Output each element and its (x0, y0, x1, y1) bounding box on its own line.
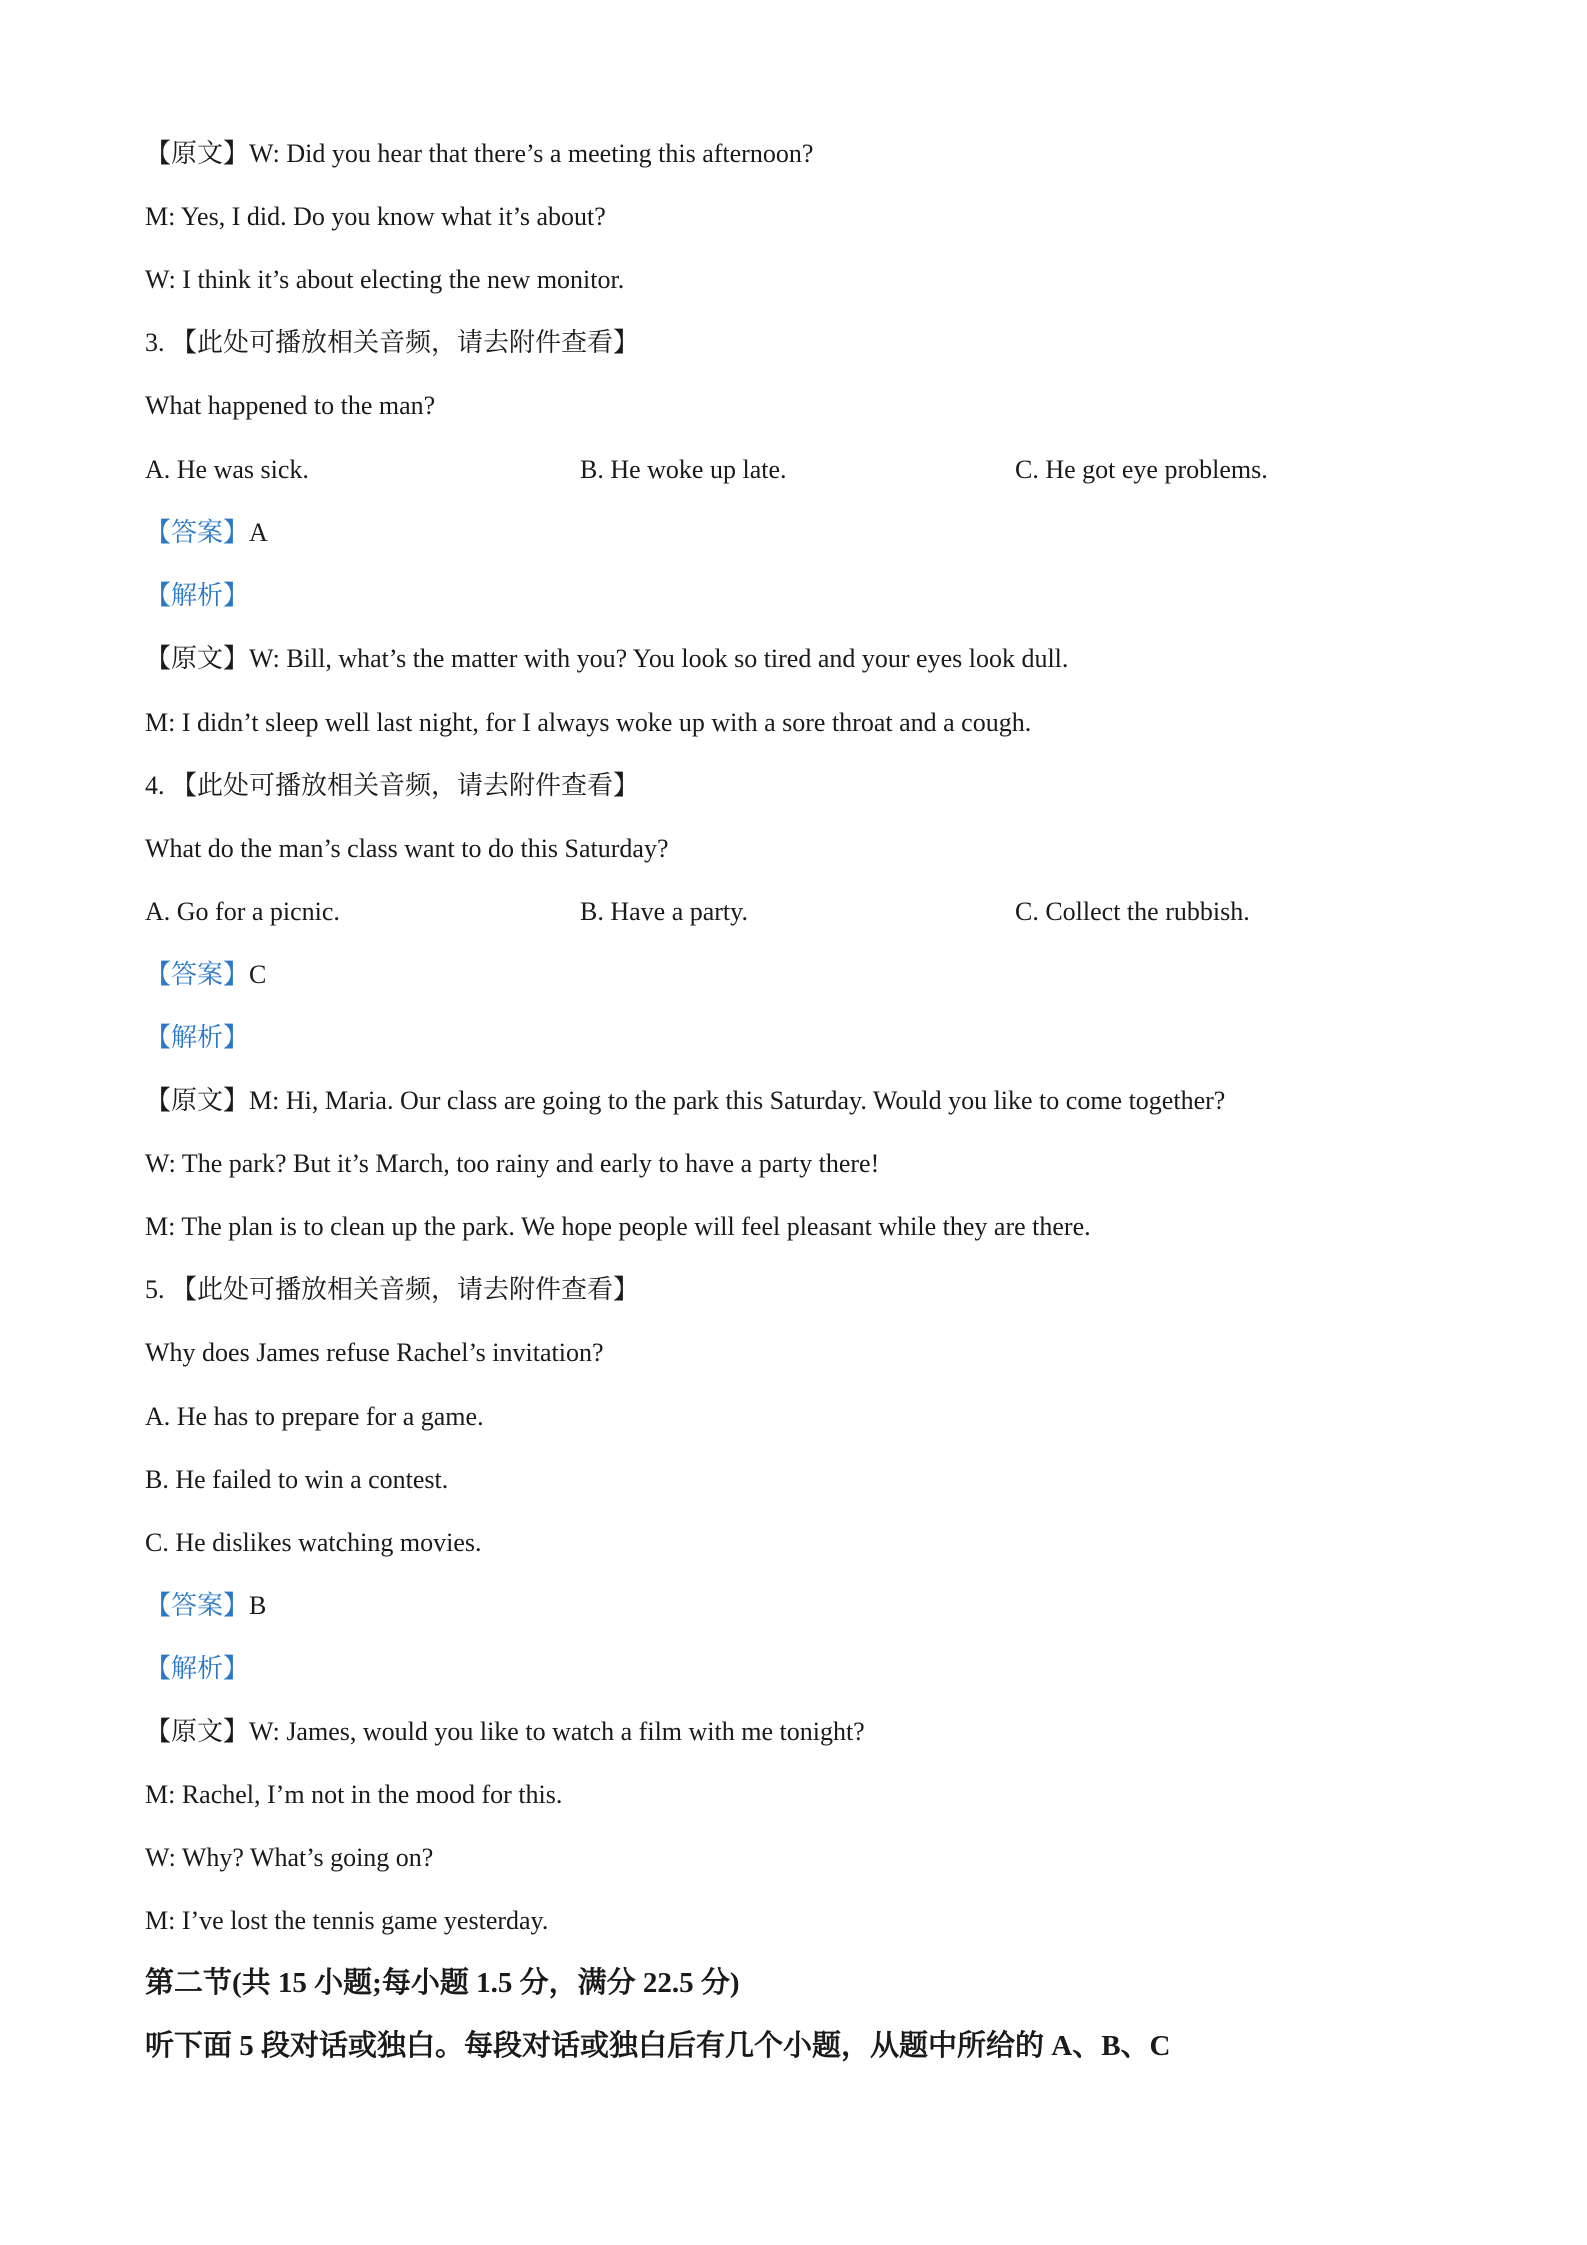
answer-line (145, 1589, 266, 1623)
audio-note: 【此处可播放相关音频，请去附件查看】 (171, 771, 640, 800)
answer-value: C (249, 960, 267, 989)
section-instruction: 听下面 5 段对话或独白。每段对话或独白后有几个小题，从题中所给的 A、B、C (145, 2030, 1171, 2062)
answer-line (145, 516, 268, 550)
option-c: C. Collect the rubbish. (1015, 897, 1250, 926)
transcript-line: M: Yes, I did. Do you know what it’s about? (145, 202, 606, 231)
original-text-tag: 【原文】 (145, 1717, 250, 1746)
option-a: A. He has to prepare for a game. (145, 1402, 484, 1431)
question-number: 5. (145, 1275, 165, 1304)
question-5-header (145, 1273, 639, 1307)
option-a: A. Go for a picnic. (145, 897, 340, 926)
option-c: C. He got eye problems. (1015, 455, 1268, 484)
section-heading: 第二节(共 15 小题;每小题 1.5 分，满分 22.5 分) (145, 1967, 740, 1999)
transcript-line: W: The park? But it’s March, too rainy and early to have a party there! (145, 1149, 880, 1178)
original-text-tag: 【原文】 (145, 644, 250, 673)
question-3-text: What happened to the man? (145, 391, 436, 420)
original-text-tag: 【原文】 (145, 1086, 250, 1115)
answer-tag: 【答案】 (145, 960, 250, 989)
option-c: C. He dislikes watching movies. (145, 1528, 482, 1557)
question-4-header (145, 769, 639, 803)
answer-value: A (249, 518, 268, 547)
question-number: 4. (145, 771, 165, 800)
answer-tag: 【答案】 (145, 518, 250, 547)
transcript-line: M: I’ve lost the tennis game yesterday. (145, 1906, 549, 1935)
transcript-line: M: The plan is to clean up the park. We hope people will feel pleasant while they are there. (145, 1212, 1091, 1241)
transcript-line: M: I didn’t sleep well last night, for I always woke up with a sore throat and a cough. (145, 708, 1032, 737)
analysis-tag: 【解析】 (145, 1023, 250, 1052)
original-text-tag: 【原文】 (145, 139, 250, 168)
transcript-line: 【原文】W: Did you hear that there’s a meeting this afternoon? (145, 139, 814, 168)
option-b: B. He woke up late. (580, 455, 787, 484)
transcript-line: 【原文】W: James, would you like to watch a film with me tonight? (145, 1717, 865, 1746)
question-3-header (145, 326, 639, 360)
analysis-tag: 【解析】 (145, 581, 250, 610)
transcript-line: W: Why? What’s going on? (145, 1843, 434, 1872)
audio-note: 【此处可播放相关音频，请去附件查看】 (171, 328, 640, 357)
question-number: 3. (145, 328, 165, 357)
option-a: A. He was sick. (145, 455, 309, 484)
option-b: B. He failed to win a contest. (145, 1465, 449, 1494)
transcript-line: W: I think it’s about electing the new monitor. (145, 265, 625, 294)
question-5-text: Why does James refuse Rachel’s invitation? (145, 1338, 604, 1367)
transcript-line: M: Rachel, I’m not in the mood for this. (145, 1780, 563, 1809)
transcript-line: 【原文】M: Hi, Maria. Our class are going to the park this Saturday. Would you like to come together? (145, 1086, 1226, 1115)
answer-value: B (249, 1591, 267, 1620)
analysis-tag: 【解析】 (145, 1654, 250, 1683)
audio-note: 【此处可播放相关音频，请去附件查看】 (171, 1275, 640, 1304)
question-4-text: What do the man’s class want to do this Saturday? (145, 834, 669, 863)
answer-line (145, 958, 266, 992)
option-b: B. Have a party. (580, 897, 748, 926)
answer-tag: 【答案】 (145, 1591, 250, 1620)
transcript-line: 【原文】W: Bill, what’s the matter with you? You look so tired and your eyes look dull. (145, 644, 1069, 673)
